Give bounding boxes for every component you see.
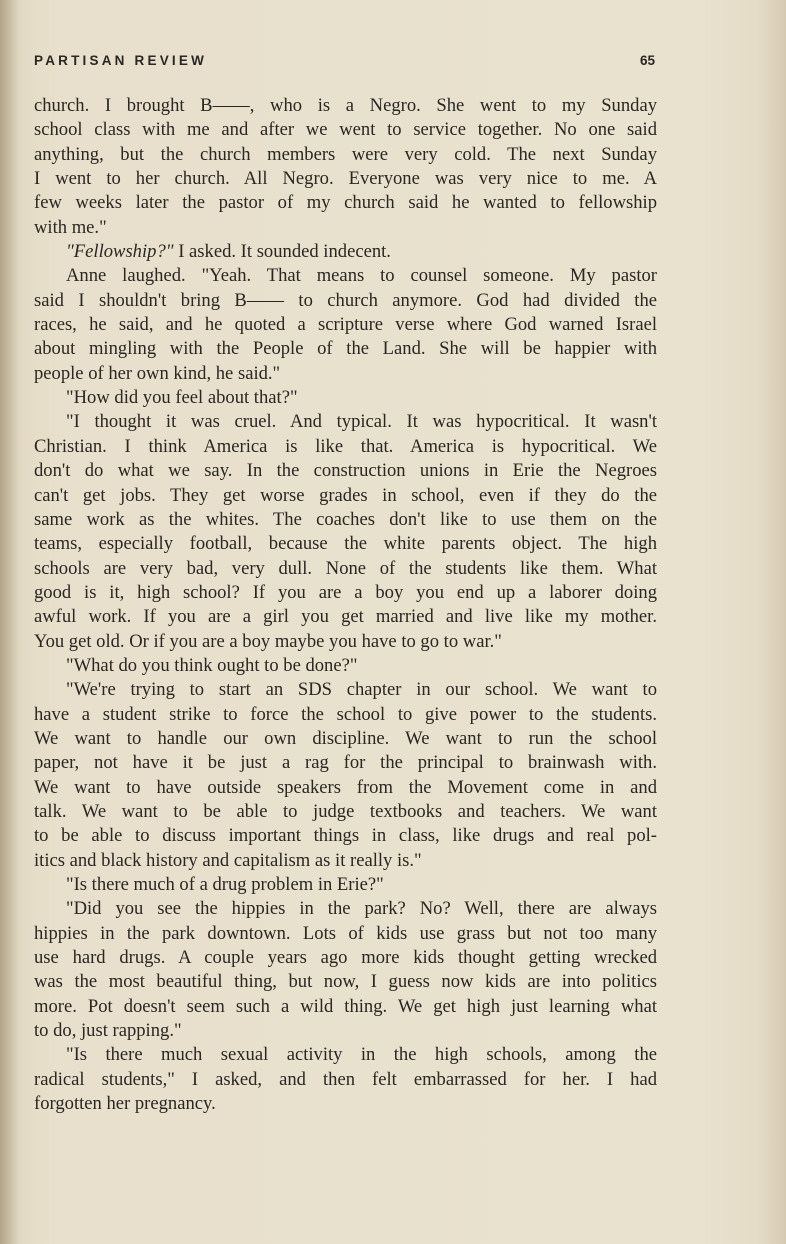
page-number: 65 <box>639 53 655 68</box>
text-line: schools are very bad, very dull. None of the students like them. What <box>34 557 657 579</box>
text-line: more. Pot doesn't seem such a wild thing. We get high just learning what <box>34 995 657 1017</box>
text-line: was the most beautiful thing, but now, I guess now kids are into politics <box>34 971 657 993</box>
text-line: can't get jobs. They get worse grades in school, even if they do the <box>34 484 657 506</box>
text-line: "What do you think ought to be done?" <box>66 654 358 676</box>
text-line: don't do what we say. In the construction unions in Erie the Negroes <box>34 460 657 482</box>
text-line: "I thought it was cruel. And typical. It was hypocritical. It wasn't <box>66 411 657 433</box>
italic-quote: "Fellowship?" <box>66 241 174 263</box>
gutter-shadow <box>0 0 18 1244</box>
text-line: few weeks later the pastor of my church said he wanted to fellowship <box>34 192 657 214</box>
text-fragment: I asked. It sounded indecent. <box>173 241 391 263</box>
text-line: said I shouldn't bring B—— to church anymore. God had divided the <box>34 289 657 311</box>
paragraph <box>34 1043 657 1116</box>
text-line: "How did you feel about that?" <box>66 387 298 409</box>
text-line: school class with me and after we went to service together. No one said <box>34 119 657 141</box>
text-line: hippies in the park downtown. Lots of kids use grass but not too many <box>34 922 657 944</box>
text-line: to be able to discuss important things in class, like drugs and real pol- <box>34 825 657 847</box>
text-line: people of her own kind, he said." <box>34 362 281 384</box>
paragraph <box>34 654 657 678</box>
running-head: PARTISAN REVIEW <box>34 53 208 68</box>
text-line: paper, not have it be just a rag for the principal to brainwash with. <box>34 752 657 774</box>
text-line: We want to have outside speakers from the Movement come in and <box>34 776 657 798</box>
text-line: Anne laughed. "Yeah. That means to counsel someone. My pastor <box>66 265 657 287</box>
text-line: with me." <box>34 216 107 238</box>
text-line: itics and black history and capitalism as it really is." <box>34 849 422 871</box>
paragraph <box>34 410 657 653</box>
text-line: "We're trying to start an SDS chapter in our school. We want to <box>66 679 657 701</box>
paragraph <box>34 264 657 386</box>
text-line <box>34 240 657 264</box>
body-text <box>34 94 657 1116</box>
paragraph <box>34 897 657 1043</box>
paragraph <box>34 678 657 873</box>
text-line: talk. We want to be able to judge textbooks and teachers. We want <box>34 800 657 822</box>
text-line: radical students," I asked, and then felt embarrassed for her. I had <box>34 1068 657 1090</box>
text-line: Christian. I think America is like that. America is hypocritical. We <box>34 435 657 457</box>
text-line: We want to handle our own discipline. We want to run the school <box>34 727 657 749</box>
text-line: good is it, high school? If you are a boy you end up a laborer doing <box>34 581 657 603</box>
text-line: have a student strike to force the school to give power to the students. <box>34 703 657 725</box>
paragraph <box>34 240 657 264</box>
text-line: I went to her church. All Negro. Everyone was very nice to me. A <box>34 168 657 190</box>
text-line: anything, but the church members were very cold. The next Sunday <box>34 143 657 165</box>
text-line: about mingling with the People of the Land. She will be happier with <box>34 338 657 360</box>
text-line: races, he said, and he quoted a scripture verse where God warned Israel <box>34 314 657 336</box>
text-line: forgotten her pregnancy. <box>34 1093 216 1115</box>
paragraph <box>34 94 657 240</box>
text-line: awful work. If you are a girl you get married and live like my mother. <box>34 606 657 628</box>
text-line: "Is there much sexual activity in the high schools, among the <box>66 1044 657 1066</box>
text-line: teams, especially football, because the white parents object. The high <box>34 533 657 555</box>
text-line: church. I brought B——, who is a Negro. She went to my Sunday <box>34 95 657 116</box>
text-line: use hard drugs. A couple years ago more kids thought getting wrecked <box>34 947 657 969</box>
text-line: to do, just rapping." <box>34 1020 182 1042</box>
text-line: same work as the whites. The coaches don't like to use them on the <box>34 508 657 530</box>
text-line: "Did you see the hippies in the park? No? Well, there are always <box>66 898 657 920</box>
text-line: You get old. Or if you are a boy maybe you have to go to war." <box>34 630 502 652</box>
paragraph <box>34 386 657 410</box>
text-line: "Is there much of a drug problem in Erie?" <box>66 874 384 895</box>
paragraph <box>34 873 657 897</box>
